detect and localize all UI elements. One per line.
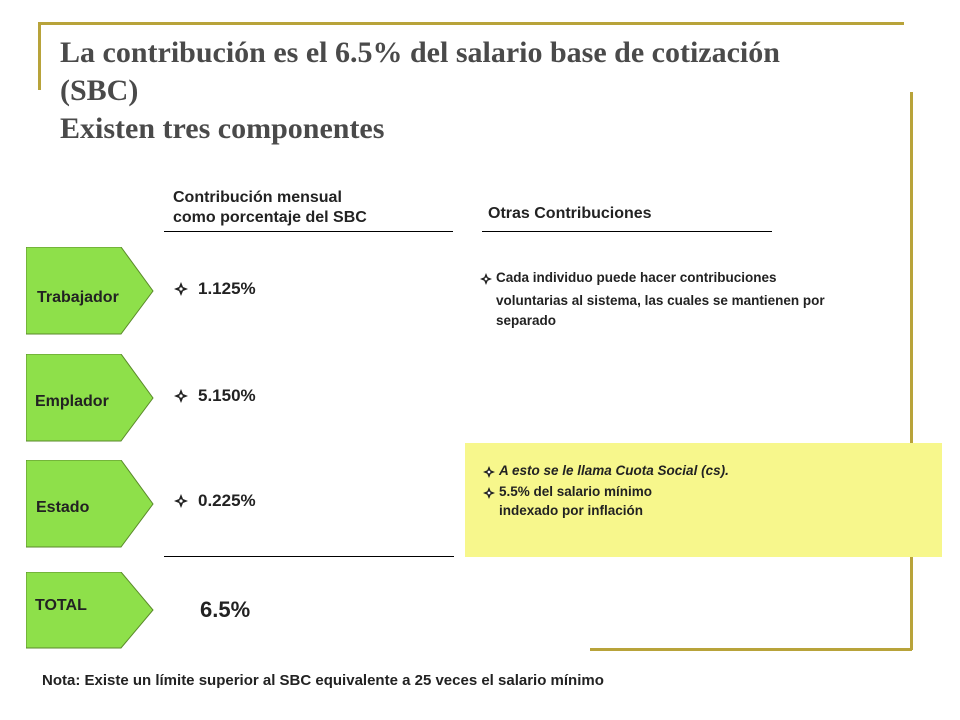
- value-emplador: [174, 386, 256, 406]
- diamond-bullet-icon: [174, 282, 188, 296]
- row-label-estado: [26, 460, 154, 548]
- title-line-1: La contribución es el 6.5% del salario base de cotización: [60, 36, 780, 69]
- footnote: Nota: Existe un límite superior al SBC equivalente a 25 veces el salario mínimo: [42, 672, 604, 689]
- total-value: 6.5%: [200, 597, 251, 622]
- row-label-text: Estado: [36, 499, 90, 516]
- monthly-header-underline: [164, 231, 453, 232]
- row-label-emplador: [26, 354, 154, 442]
- other-line-1: Cada individuo puede hacer contribuciones: [496, 270, 777, 285]
- pentagon-shape: [26, 572, 154, 660]
- row-label-total: [26, 572, 154, 660]
- diamond-bullet-icon: [480, 268, 496, 291]
- other-contributions-text: [480, 268, 925, 331]
- cuota-social-line-2: 5.5% del salario mínimo: [499, 484, 653, 499]
- monthly-header-line-2: como porcentaje del SBC: [173, 209, 367, 226]
- value-text: 0.225%: [198, 491, 256, 510]
- diamond-bullet-icon: [483, 461, 499, 483]
- row-label-text: TOTAL: [35, 597, 87, 614]
- diamond-bullet-icon: [174, 494, 188, 508]
- cuota-social-box: [465, 443, 942, 557]
- frame-line-left: [38, 22, 41, 90]
- diamond-bullet-icon: [174, 389, 188, 403]
- total-separator-line: [164, 556, 454, 557]
- title-line-2: (SBC): [60, 74, 139, 107]
- value-estado: [174, 491, 256, 511]
- other-contributions-header: Otras Contribuciones: [488, 205, 652, 222]
- row-label-text: Trabajador: [37, 289, 119, 306]
- slide-title: [60, 34, 900, 148]
- row-label-text: Emplador: [35, 393, 109, 410]
- title-line-3: Existen tres componentes: [60, 112, 385, 145]
- frame-line-bottom: [590, 648, 912, 651]
- monthly-header-line-1: Contribución mensual: [173, 189, 342, 206]
- value-trabajador: [174, 279, 256, 299]
- row-label-trabajador: [26, 247, 154, 335]
- value-text: 1.125%: [198, 279, 256, 298]
- other-header-underline: [482, 231, 772, 232]
- frame-line-right: [910, 92, 913, 650]
- cuota-social-line-3: indexado por inflación: [499, 503, 644, 518]
- other-line-3: separado: [496, 313, 557, 328]
- other-line-2: voluntarias al sistema, las cuales se mantienen por: [496, 293, 825, 308]
- cuota-social-line-1: A esto se le llama Cuota Social (cs).: [499, 463, 729, 478]
- value-text: 5.150%: [198, 386, 256, 405]
- frame-line-top: [38, 22, 904, 25]
- monthly-contribution-header: [173, 188, 367, 228]
